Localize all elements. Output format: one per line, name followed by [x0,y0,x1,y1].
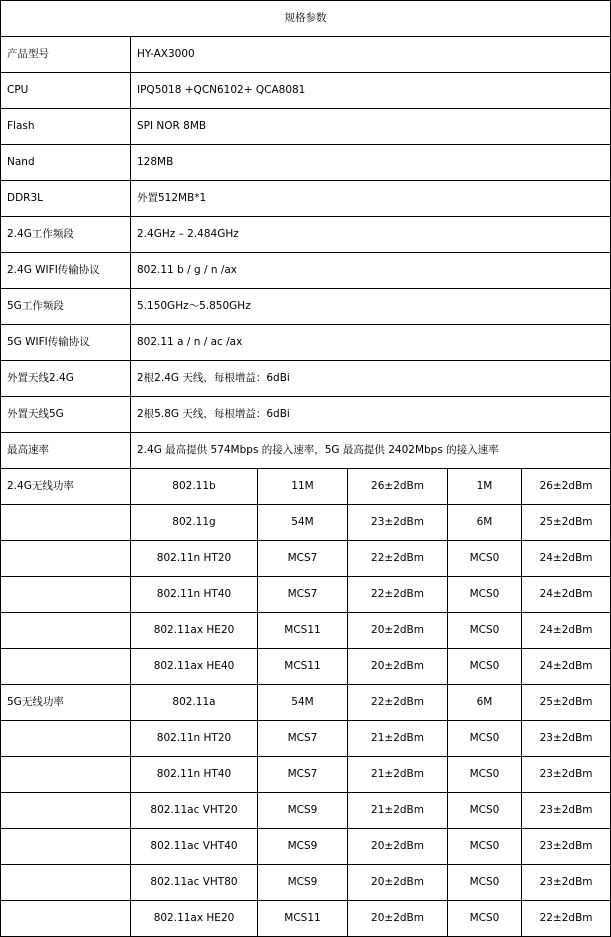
spec-value: 2根2.4G 天线，每根增益：6dBi [131,361,611,397]
power-cell: 54M [258,685,348,721]
power-cell: 21±2dBm [348,793,448,829]
power-cell: 802.11ac VHT20 [131,793,258,829]
spec-value: HY-AX3000 [131,37,611,73]
power-cell: MCS7 [258,757,348,793]
power-cell: 6M [448,505,522,541]
spec-label: 2.4G工作频段 [1,217,131,253]
power-cell: 24±2dBm [522,541,611,577]
power-section-label [1,793,131,829]
power-section-label [1,577,131,613]
power-cell: MCS7 [258,541,348,577]
power-section-label [1,613,131,649]
power-cell: MCS0 [448,577,522,613]
power-cell: 802.11n HT40 [131,577,258,613]
power-section-label [1,865,131,901]
power-row [1,505,611,541]
power-cell: 23±2dBm [348,505,448,541]
spec-value: 2.4G 最高提供 574Mbps 的接入速率，5G 最高提供 2402Mbps 的接入速率 [131,433,611,469]
power-cell: 802.11b [131,469,258,505]
power-cell: 54M [258,505,348,541]
power-row [1,541,611,577]
power-cell: MCS0 [448,649,522,685]
spec-row [1,109,611,145]
power-row [1,757,611,793]
power-cell: MCS7 [258,577,348,613]
power-row [1,829,611,865]
spec-value: 128MB [131,145,611,181]
spec-label: 外置天线5G [1,397,131,433]
power-cell: 802.11ax HE20 [131,901,258,937]
spec-value: 2根5.8G 天线，每根增益：6dBi [131,397,611,433]
spec-label: 产品型号 [1,37,131,73]
power-row [1,901,611,937]
power-cell: 802.11a [131,685,258,721]
power-section-label [1,757,131,793]
spec-row [1,73,611,109]
power-cell: MCS0 [448,829,522,865]
power-cell: 25±2dBm [522,505,611,541]
power-cell: 25±2dBm [522,685,611,721]
power-cell: 21±2dBm [348,721,448,757]
power-cell: 22±2dBm [348,685,448,721]
power-cell: 802.11n HT20 [131,721,258,757]
power-cell: 802.11n HT20 [131,541,258,577]
power-cell: MCS0 [448,793,522,829]
power-cell: 22±2dBm [348,541,448,577]
power-cell: MCS0 [448,757,522,793]
power-cell: MCS9 [258,829,348,865]
power-section-label [1,505,131,541]
power-cell: 22±2dBm [348,577,448,613]
spec-row [1,217,611,253]
spec-label: 5G工作频段 [1,289,131,325]
power-cell: 24±2dBm [522,649,611,685]
spec-value: 5.150GHz～5.850GHz [131,289,611,325]
power-cell: 23±2dBm [522,793,611,829]
power-section-label [1,901,131,937]
spec-label: 最高速率 [1,433,131,469]
power-cell: 23±2dBm [522,757,611,793]
power-section-label [1,649,131,685]
spec-value: 2.4GHz – 2.484GHz [131,217,611,253]
power-cell: 802.11ax HE20 [131,613,258,649]
power-cell: 23±2dBm [522,865,611,901]
power-cell: 26±2dBm [522,469,611,505]
spec-row [1,181,611,217]
spec-row [1,397,611,433]
power-section-label [1,829,131,865]
power-cell: 802.11g [131,505,258,541]
power-cell: 802.11ax HE40 [131,649,258,685]
spec-table-body [1,1,611,937]
power-cell: 20±2dBm [348,901,448,937]
power-cell: 24±2dBm [522,613,611,649]
power-cell: MCS0 [448,721,522,757]
spec-label: DDR3L [1,181,131,217]
power-section-label: 2.4G无线功率 [1,469,131,505]
power-row [1,577,611,613]
power-section-label [1,721,131,757]
spec-value: SPI NOR 8MB [131,109,611,145]
power-cell: MCS0 [448,613,522,649]
power-cell: 20±2dBm [348,649,448,685]
power-cell: MCS0 [448,541,522,577]
spec-label: Nand [1,145,131,181]
power-cell: MCS9 [258,793,348,829]
power-cell: 26±2dBm [348,469,448,505]
power-cell: MCS0 [448,865,522,901]
power-row [1,613,611,649]
spec-value: IPQ5018 +QCN6102+ QCA8081 [131,73,611,109]
power-cell: MCS11 [258,649,348,685]
power-cell: 20±2dBm [348,865,448,901]
power-cell: 802.11n HT40 [131,757,258,793]
power-row [1,865,611,901]
spec-label: Flash [1,109,131,145]
power-cell: 1M [448,469,522,505]
spec-row [1,325,611,361]
power-cell: MCS11 [258,613,348,649]
spec-row [1,433,611,469]
power-cell: 21±2dBm [348,757,448,793]
spec-label: 外置天线2.4G [1,361,131,397]
power-cell: MCS0 [448,901,522,937]
power-section-label [1,541,131,577]
power-cell: 20±2dBm [348,613,448,649]
spec-label: CPU [1,73,131,109]
spec-row [1,253,611,289]
power-section-label: 5G无线功率 [1,685,131,721]
power-cell: 802.11ac VHT40 [131,829,258,865]
power-row [1,793,611,829]
power-cell: 20±2dBm [348,829,448,865]
spec-value: 802.11 a / n / ac /ax [131,325,611,361]
table-title: 规格参数 [1,1,611,37]
power-row [1,721,611,757]
title-row [1,1,611,37]
spec-row [1,37,611,73]
spec-row [1,289,611,325]
power-cell: MCS7 [258,721,348,757]
power-cell: 24±2dBm [522,577,611,613]
power-cell: 6M [448,685,522,721]
spec-label: 5G WIFI传输协议 [1,325,131,361]
power-cell: 22±2dBm [522,901,611,937]
power-row [1,649,611,685]
spec-row [1,145,611,181]
power-row [1,469,611,505]
power-cell: MCS11 [258,901,348,937]
power-cell: 23±2dBm [522,829,611,865]
power-cell: 11M [258,469,348,505]
spec-label: 2.4G WIFI传输协议 [1,253,131,289]
power-cell: 802.11ac VHT80 [131,865,258,901]
power-cell: 23±2dBm [522,721,611,757]
spec-value: 外置512MB*1 [131,181,611,217]
power-row [1,685,611,721]
power-cell: MCS9 [258,865,348,901]
spec-row [1,361,611,397]
spec-value: 802.11 b / g / n /ax [131,253,611,289]
